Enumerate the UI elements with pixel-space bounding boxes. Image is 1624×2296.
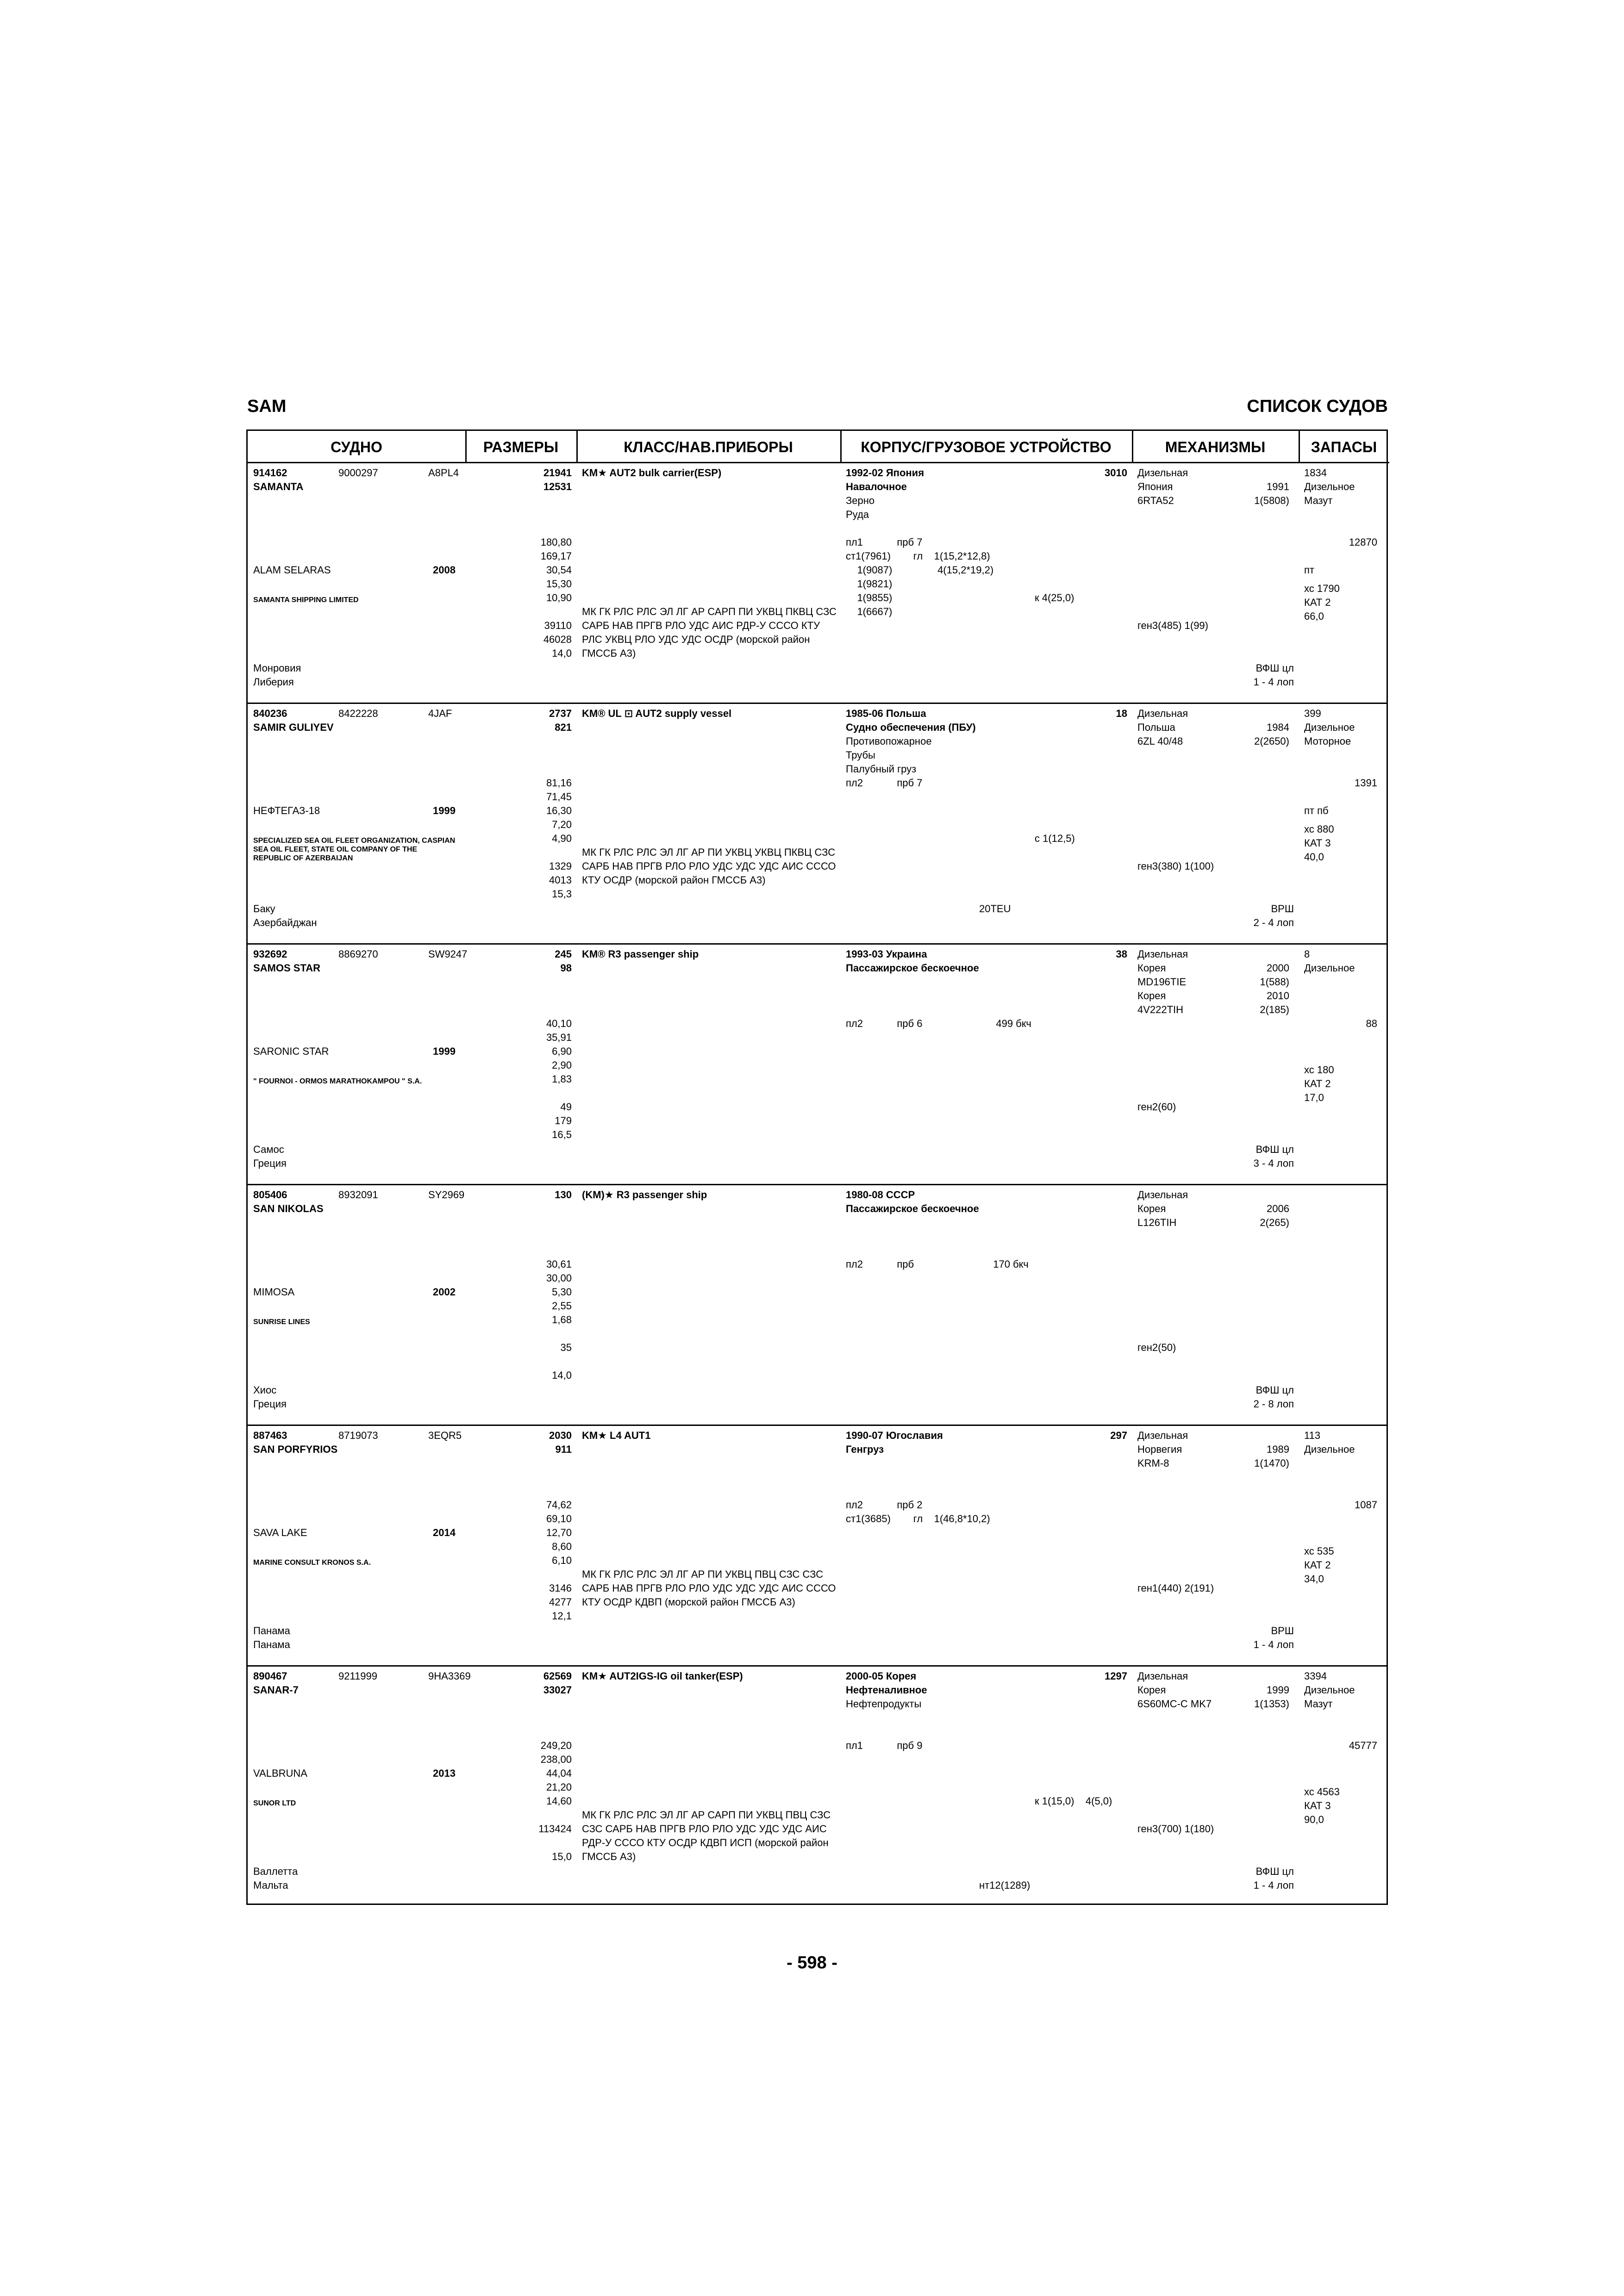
engine-power: 1(5808) bbox=[1254, 495, 1289, 506]
home-port: Валлетта bbox=[253, 1866, 298, 1877]
dimension-value: 1,83 bbox=[552, 1073, 572, 1085]
stores-line: 1834 bbox=[1304, 467, 1327, 479]
engine-power: 2(265) bbox=[1260, 1217, 1289, 1228]
stores-detail: 34,0 bbox=[1304, 1573, 1324, 1585]
dimension-value: 179 bbox=[555, 1115, 572, 1126]
hull-bottom: 20TEU bbox=[979, 903, 1011, 915]
ship-record bbox=[248, 1185, 1387, 1426]
stores-detail: КАТ 3 bbox=[1304, 1800, 1331, 1811]
reg-id: 887463 bbox=[253, 1430, 287, 1441]
machinery-line: 4V222TIH bbox=[1137, 1004, 1184, 1015]
dimension-value: 4013 bbox=[549, 874, 572, 886]
hull-number: 3010 bbox=[1105, 467, 1127, 479]
stores-detail: хс 535 bbox=[1304, 1545, 1334, 1557]
stores-detail: КАТ 3 bbox=[1304, 837, 1331, 849]
build-info: 1985-06 Польша bbox=[846, 708, 926, 719]
dimension-value: 69,10 bbox=[546, 1513, 572, 1524]
reg-id: 932692 bbox=[253, 948, 287, 960]
stores-line: 113 bbox=[1304, 1430, 1321, 1441]
dimension-value: 1,68 bbox=[552, 1314, 572, 1325]
col-header-class: КЛАСС/НАВ.ПРИБОРЫ bbox=[576, 431, 840, 463]
machinery-line: Дизельная bbox=[1137, 708, 1188, 719]
vessel-name: SAMIR GULIYEV bbox=[253, 722, 334, 733]
vessel-name: SAMANTA bbox=[253, 481, 304, 492]
hull-detail: 1(9855) bbox=[846, 592, 893, 604]
vessel-type: Генгруз bbox=[846, 1444, 884, 1455]
stores-detail: КАТ 2 bbox=[1304, 1078, 1331, 1089]
nav-equipment: МК ГК РЛС РЛС ЭЛ ЛГ АР САРП ПИ УКВЦ ПКВЦ СЗС САРБ НАВ ПРГВ РЛО УДС АИС РДР-У СССО КТУ РЛС УКВЦ РЛО УДС УДС ОСДР (морской район ГМССБ А3) bbox=[582, 606, 837, 659]
build-info: 1993-03 Украина bbox=[846, 948, 927, 960]
flag: Мальта bbox=[253, 1879, 288, 1891]
dimension-value: 44,04 bbox=[546, 1767, 572, 1779]
engine-year: 1989 bbox=[1267, 1444, 1289, 1455]
net-tonnage: 12531 bbox=[543, 481, 572, 492]
machinery-line: Корея bbox=[1137, 990, 1166, 1002]
dimension-value: 169,17 bbox=[540, 550, 572, 562]
hull-detail: ст1(7961) гл 1(15,2*12,8) bbox=[846, 550, 990, 562]
hull-number: 297 bbox=[1110, 1430, 1127, 1441]
net-tonnage: 821 bbox=[555, 722, 572, 733]
dimension-value: 46028 bbox=[543, 634, 572, 645]
blades: 1 - 4 лоп bbox=[1253, 1639, 1294, 1650]
dimension-value: 30,00 bbox=[546, 1272, 572, 1284]
nav-equipment: МК ГК РЛС РЛС ЭЛ ЛГ АР ПИ УКВЦ УКВЦ ПКВЦ СЗС САРБ НАВ ПРГВ РЛО РЛО УДС УДС УДС АИС СССО КТУ ОСДР (морской район ГМССБ А3) bbox=[582, 846, 836, 886]
vessel-name: SANAR-7 bbox=[253, 1684, 299, 1696]
reg-id: 914162 bbox=[253, 467, 287, 479]
machinery-line: L126TIH bbox=[1137, 1217, 1177, 1228]
former-name: ALAM SELARAS bbox=[253, 564, 331, 576]
dimension-value: 16,5 bbox=[552, 1129, 572, 1140]
engine-year: 1984 bbox=[1267, 722, 1289, 733]
dimension-value: 12,1 bbox=[552, 1610, 572, 1622]
stores-detail: 40,0 bbox=[1304, 851, 1324, 863]
net-tonnage: 911 bbox=[555, 1444, 572, 1455]
stores-line: Мазут bbox=[1304, 495, 1333, 506]
crane-info: с 1(12,5) bbox=[1035, 833, 1075, 844]
stores-line: 3394 bbox=[1304, 1670, 1327, 1682]
machinery-line: 6ZL 40/48 bbox=[1137, 735, 1183, 747]
call-sign: SY2969 bbox=[428, 1189, 465, 1201]
blades: 2 - 8 лоп bbox=[1253, 1398, 1294, 1410]
build-info: 1990-07 Югославия bbox=[846, 1430, 943, 1441]
dimension-value: 15,30 bbox=[546, 578, 572, 590]
stores-tank: 88 bbox=[1366, 1018, 1377, 1029]
machinery-line: Корея bbox=[1137, 1203, 1166, 1214]
reg-id: 805406 bbox=[253, 1189, 287, 1201]
dimension-value: 6,90 bbox=[552, 1045, 572, 1057]
imo-number: 8932091 bbox=[338, 1189, 378, 1201]
generators: ген3(700) 1(180) bbox=[1137, 1823, 1214, 1835]
dimension-value: 113424 bbox=[538, 1823, 572, 1835]
machinery-line: Корея bbox=[1137, 1684, 1166, 1696]
propeller: ВФШ цл bbox=[1255, 1384, 1294, 1396]
engine-year: 2006 bbox=[1267, 1203, 1289, 1214]
hull-detail: 1(9087) 4(15,2*19,2) bbox=[846, 564, 994, 576]
engine-power: 1(1470) bbox=[1254, 1457, 1289, 1469]
propeller: ВРШ bbox=[1271, 903, 1294, 915]
engine-year: 1999 bbox=[1267, 1684, 1289, 1696]
engine-power: 2(185) bbox=[1260, 1004, 1289, 1015]
gross-tonnage: 62569 bbox=[543, 1670, 572, 1682]
engine-year: 1991 bbox=[1267, 481, 1289, 492]
generators: ген3(485) 1(99) bbox=[1137, 620, 1208, 631]
vessel-name: SAN NIKOLAS bbox=[253, 1203, 324, 1214]
dimension-value: 30,54 bbox=[546, 564, 572, 576]
call-sign: 4JAF bbox=[428, 708, 452, 719]
machinery-line: Дизельная bbox=[1137, 1189, 1188, 1201]
stores-line: Дизельное bbox=[1304, 1684, 1355, 1696]
machinery-line: Дизельная bbox=[1137, 948, 1188, 960]
dimension-value: 21,20 bbox=[546, 1781, 572, 1793]
gross-tonnage: 130 bbox=[555, 1189, 572, 1201]
engine-power: 1(588) bbox=[1260, 976, 1289, 988]
owner: " FOURNOI - ORMOS MARATHOKAMPOU " S.A. bbox=[253, 1077, 422, 1085]
hull-detail: пл2 прб 7 bbox=[846, 777, 923, 789]
hull-detail: пл2 прб 2 bbox=[846, 1499, 923, 1511]
dimension-value: 5,30 bbox=[552, 1286, 572, 1298]
col-header-hull: КОРПУС/ГРУЗОВОЕ УСТРОЙСТВО bbox=[840, 431, 1132, 463]
call-sign: 9HA3369 bbox=[428, 1670, 471, 1682]
machinery-line: 6S60MC-C MK7 bbox=[1137, 1698, 1212, 1710]
net-tonnage: 33027 bbox=[543, 1684, 572, 1696]
gross-tonnage: 2737 bbox=[549, 708, 572, 719]
former-year: 1999 bbox=[433, 805, 456, 816]
engine-power: 2(2650) bbox=[1254, 735, 1289, 747]
flag: Либерия bbox=[253, 676, 294, 688]
home-port: Самос bbox=[253, 1144, 284, 1155]
propeller: ВФШ цл bbox=[1255, 662, 1294, 674]
dimension-value: 1329 bbox=[549, 860, 572, 872]
page-number: - 598 - bbox=[787, 1953, 837, 1972]
former-name: SAVA LAKE bbox=[253, 1527, 307, 1538]
class-notation: KM★ AUT2IGS-IG oil tanker(ESP) bbox=[582, 1670, 743, 1682]
former-year: 2013 bbox=[433, 1767, 456, 1779]
imo-number: 8422228 bbox=[338, 708, 378, 719]
hull-detail: пл2 прб 6 499 бкч bbox=[846, 1018, 1031, 1029]
blades: 2 - 4 лоп bbox=[1253, 917, 1294, 928]
stores-detail: КАТ 2 bbox=[1304, 597, 1331, 608]
former-name: SARONIC STAR bbox=[253, 1045, 329, 1057]
hull-number: 38 bbox=[1116, 948, 1127, 960]
stores-detail: хс 880 bbox=[1304, 823, 1334, 835]
stores-tank: 45777 bbox=[1349, 1740, 1377, 1751]
dimension-value: 238,00 bbox=[540, 1754, 572, 1765]
stores-detail: хс 4563 bbox=[1304, 1786, 1340, 1798]
owner: SUNOR LTD bbox=[253, 1799, 296, 1807]
class-notation: KM★ AUT2 bulk carrier(ESP) bbox=[582, 467, 722, 479]
class-notation: KM★ L4 AUT1 bbox=[582, 1430, 651, 1441]
vessel-type: Навалочное bbox=[846, 481, 907, 492]
blades: 1 - 4 лоп bbox=[1253, 1879, 1294, 1891]
col-header-machinery: МЕХАНИЗМЫ bbox=[1132, 431, 1299, 463]
stores-line: 399 bbox=[1304, 708, 1321, 719]
dimension-value: 16,30 bbox=[546, 805, 572, 816]
build-info: 1992-02 Япония bbox=[846, 467, 924, 479]
net-tonnage: 98 bbox=[560, 962, 572, 974]
stores-detail: хс 1790 bbox=[1304, 583, 1340, 594]
generators: ген2(50) bbox=[1137, 1342, 1176, 1353]
machinery-line: Дизельная bbox=[1137, 467, 1188, 479]
gross-tonnage: 2030 bbox=[549, 1430, 572, 1441]
col-header-dimensions: РАЗМЕРЫ bbox=[465, 431, 576, 463]
blades: 1 - 4 лоп bbox=[1253, 676, 1294, 688]
dimension-value: 81,16 bbox=[546, 777, 572, 789]
imo-number: 8719073 bbox=[338, 1430, 378, 1441]
owner: MARINE CONSULT KRONOS S.A. bbox=[253, 1559, 371, 1567]
call-sign: SW9247 bbox=[428, 948, 468, 960]
engine-power: 1(1353) bbox=[1254, 1698, 1289, 1710]
call-sign: 3EQR5 bbox=[428, 1430, 462, 1441]
dimension-value: 40,10 bbox=[546, 1018, 572, 1029]
cargo-type: Противопожарное bbox=[846, 735, 932, 747]
machinery-line: MD196TIE bbox=[1137, 976, 1187, 988]
hull-detail: 1(9821) bbox=[846, 578, 893, 590]
stores-line: Дизельное bbox=[1304, 722, 1355, 733]
former-name: MIMOSA bbox=[253, 1286, 295, 1298]
stores-detail: хс 180 bbox=[1304, 1064, 1334, 1076]
stores-line: Дизельное bbox=[1304, 962, 1355, 974]
ship-record bbox=[248, 704, 1387, 945]
cargo-type: Зерно bbox=[846, 495, 875, 506]
dimension-value: 249,20 bbox=[540, 1740, 572, 1751]
dimension-value: 2,55 bbox=[552, 1300, 572, 1312]
vessel-name: SAN PORFYRIOS bbox=[253, 1444, 338, 1455]
machinery-line: Дизельная bbox=[1137, 1670, 1188, 1682]
class-notation: KM® UL ⊡ AUT2 supply vessel bbox=[582, 708, 732, 719]
former-name: НЕФТЕГАЗ-18 bbox=[253, 805, 320, 816]
owner: SUNRISE LINES bbox=[253, 1318, 310, 1326]
dimension-value: 10,90 bbox=[546, 592, 572, 604]
build-info: 2000-05 Корея bbox=[846, 1670, 917, 1682]
col-header-vessel: СУДНО bbox=[248, 431, 465, 463]
col-header-stores: ЗАПАСЫ bbox=[1299, 431, 1389, 463]
former-year: 1999 bbox=[433, 1045, 456, 1057]
former-name: VALBRUNA bbox=[253, 1767, 307, 1779]
former-year: 2002 bbox=[433, 1286, 456, 1298]
crane-info: к 4(25,0) bbox=[1035, 592, 1074, 604]
blades: 3 - 4 лоп bbox=[1253, 1157, 1294, 1169]
cargo-type: Нефтепродукты bbox=[846, 1698, 922, 1710]
ship-table bbox=[246, 429, 1388, 1905]
machinery-line: KRM-8 bbox=[1137, 1457, 1169, 1469]
engine-year: 2010 bbox=[1267, 990, 1289, 1002]
stores-pt: пт bbox=[1304, 564, 1314, 576]
dimension-value: 14,60 bbox=[546, 1795, 572, 1807]
cargo-type: Руда bbox=[846, 509, 869, 520]
dimension-value: 2,90 bbox=[552, 1059, 572, 1071]
vessel-type: Пассажирское бескоечное bbox=[846, 1203, 979, 1214]
hull-detail: пл2 прб 170 бкч bbox=[846, 1258, 1029, 1270]
ship-record bbox=[248, 945, 1387, 1185]
stores-detail: 66,0 bbox=[1304, 610, 1324, 622]
hull-detail: пл1 прб 9 bbox=[846, 1740, 923, 1751]
generators: ген3(380) 1(100) bbox=[1137, 860, 1214, 872]
page-header-left: SAM bbox=[247, 397, 287, 416]
dimension-value: 4277 bbox=[549, 1596, 572, 1608]
dimension-value: 74,62 bbox=[546, 1499, 572, 1511]
machinery-line: Япония bbox=[1137, 481, 1173, 492]
dimension-value: 15,3 bbox=[552, 888, 572, 900]
reg-id: 890467 bbox=[253, 1670, 287, 1682]
class-notation: (KM)★ R3 passenger ship bbox=[582, 1189, 707, 1201]
dimension-value: 35,91 bbox=[546, 1032, 572, 1043]
imo-number: 8869270 bbox=[338, 948, 378, 960]
dimension-value: 35 bbox=[560, 1342, 572, 1353]
dimension-value: 15,0 bbox=[552, 1851, 572, 1862]
nav-equipment: МК ГК РЛС РЛС ЭЛ ЛГ АР САРП ПИ УКВЦ ПВЦ СЗС СЗС САРБ НАВ ПРГВ РЛО РЛО УДС УДС УДС АИС РДР-У СССО КТУ ОСДР КДВП ИСП (морской район ГМССБ А3) bbox=[582, 1809, 831, 1862]
stores-detail: 90,0 bbox=[1304, 1814, 1324, 1825]
reg-id: 840236 bbox=[253, 708, 287, 719]
hull-bottom: нт12(1289) bbox=[979, 1879, 1031, 1891]
hull-number: 18 bbox=[1116, 708, 1127, 719]
dimension-value: 71,45 bbox=[546, 791, 572, 803]
stores-detail: 17,0 bbox=[1304, 1092, 1324, 1103]
dimension-value: 30,61 bbox=[546, 1258, 572, 1270]
hull-detail: пл1 прб 7 bbox=[846, 536, 923, 548]
dimension-value: 14,0 bbox=[552, 647, 572, 659]
vessel-name: SAMOS STAR bbox=[253, 962, 321, 974]
imo-number: 9211999 bbox=[338, 1670, 378, 1682]
propeller: ВРШ bbox=[1271, 1625, 1294, 1636]
stores-pt: пт пб bbox=[1304, 805, 1329, 816]
hull-detail: ст1(3685) гл 1(46,8*10,2) bbox=[846, 1513, 990, 1524]
vessel-type: Нефтеналивное bbox=[846, 1684, 927, 1696]
dimension-value: 4,90 bbox=[552, 833, 572, 844]
call-sign: A8PL4 bbox=[428, 467, 459, 479]
engine-year: 2000 bbox=[1267, 962, 1289, 974]
flag: Греция bbox=[253, 1398, 287, 1410]
gross-tonnage: 21941 bbox=[543, 467, 572, 479]
dimension-value: 49 bbox=[560, 1101, 572, 1113]
page-header-right: СПИСОК СУДОВ bbox=[1247, 397, 1388, 416]
ship-record bbox=[248, 1667, 1387, 1907]
stores-line: Мазут bbox=[1304, 1698, 1333, 1710]
dimension-value: 14,0 bbox=[552, 1369, 572, 1381]
stores-line: 8 bbox=[1304, 948, 1310, 960]
dimension-value: 39110 bbox=[544, 620, 572, 631]
stores-line: Дизельное bbox=[1304, 1444, 1355, 1455]
owner: SAMANTA SHIPPING LIMITED bbox=[253, 596, 359, 604]
crane-info: к 1(15,0) 4(5,0) bbox=[1035, 1795, 1112, 1807]
home-port: Монровия bbox=[253, 662, 301, 674]
propeller: ВФШ цл bbox=[1255, 1866, 1294, 1877]
vessel-type: Судно обеспечения (ПБУ) bbox=[846, 722, 976, 733]
ship-record bbox=[248, 1426, 1387, 1667]
nav-equipment: МК ГК РЛС РЛС ЭЛ ЛГ АР ПИ УКВЦ ПВЦ СЗС СЗС САРБ НАВ ПРГВ РЛО РЛО УДС УДС УДС АИС СССО КТУ ОСДР КДВП (морской район ГМССБ А3) bbox=[582, 1568, 836, 1608]
imo-number: 9000297 bbox=[338, 467, 378, 479]
stores-tank: 1087 bbox=[1355, 1499, 1377, 1511]
stores-line: Дизельное bbox=[1304, 481, 1355, 492]
dimension-value: 6,10 bbox=[552, 1555, 572, 1566]
dimension-value: 3146 bbox=[549, 1582, 572, 1594]
flag: Греция bbox=[253, 1157, 287, 1169]
dimension-value: 7,20 bbox=[552, 819, 572, 830]
former-year: 2008 bbox=[433, 564, 456, 576]
home-port: Хиос bbox=[253, 1384, 277, 1396]
machinery-line: Дизельная bbox=[1137, 1430, 1188, 1441]
hull-number: 1297 bbox=[1105, 1670, 1127, 1682]
stores-tank: 1391 bbox=[1355, 777, 1377, 789]
flag: Панама bbox=[253, 1639, 290, 1650]
machinery-line: Корея bbox=[1137, 962, 1166, 974]
hull-detail: 1(6667) bbox=[846, 606, 893, 617]
dimension-value: 8,60 bbox=[552, 1541, 572, 1552]
home-port: Баку bbox=[253, 903, 275, 915]
class-notation: KM® R3 passenger ship bbox=[582, 948, 699, 960]
cargo-type: Трубы bbox=[846, 749, 875, 761]
generators: ген2(60) bbox=[1137, 1101, 1176, 1113]
dimension-value: 12,70 bbox=[546, 1527, 572, 1538]
former-year: 2014 bbox=[433, 1527, 456, 1538]
stores-tank: 12870 bbox=[1349, 536, 1377, 548]
machinery-line: Польша bbox=[1137, 722, 1175, 733]
owner: SPECIALIZED SEA OIL FLEET ORGANIZATION, CASPIAN SEA OIL FLEET, STATE OIL COMPANY OF THE REPUBLIC OF AZERBAIJAN bbox=[253, 837, 456, 862]
vessel-type: Пассажирское бескоечное bbox=[846, 962, 979, 974]
generators: ген1(440) 2(191) bbox=[1137, 1582, 1214, 1594]
cargo-type: Палубный груз bbox=[846, 763, 917, 775]
ship-record bbox=[248, 463, 1387, 704]
flag: Азербайджан bbox=[253, 917, 317, 928]
machinery-line: Норвегия bbox=[1137, 1444, 1182, 1455]
dimension-value: 180,80 bbox=[540, 536, 572, 548]
stores-detail: КАТ 2 bbox=[1304, 1559, 1331, 1571]
home-port: Панама bbox=[253, 1625, 290, 1636]
gross-tonnage: 245 bbox=[555, 948, 572, 960]
stores-line: Моторное bbox=[1304, 735, 1351, 747]
propeller: ВФШ цл bbox=[1255, 1144, 1294, 1155]
build-info: 1980-08 СССР bbox=[846, 1189, 915, 1201]
machinery-line: 6RTA52 bbox=[1137, 495, 1174, 506]
